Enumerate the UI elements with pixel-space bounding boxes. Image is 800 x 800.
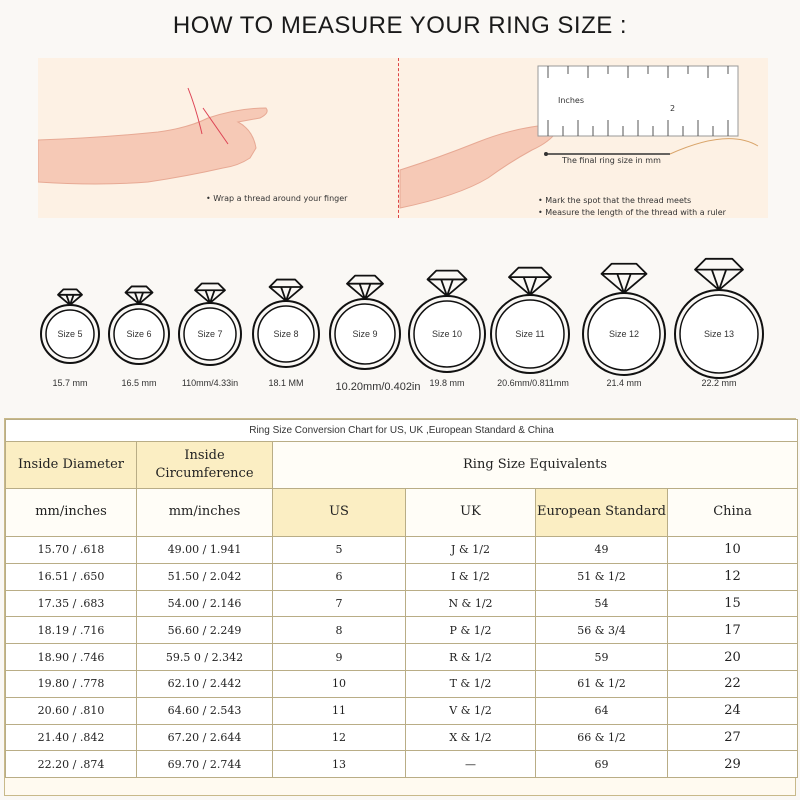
cell-us: 7 bbox=[273, 590, 406, 617]
page-title: HOW TO MEASURE YOUR RING SIZE : bbox=[172, 12, 628, 39]
cell-circumference: 51.50 / 2.042 bbox=[137, 563, 273, 590]
ring-mm-label: 15.7 mm bbox=[52, 378, 88, 388]
cell-european: 56 & 3/4 bbox=[536, 617, 668, 644]
header-inside-circumference: Inside Circumference bbox=[137, 442, 273, 489]
cell-china: 27 bbox=[668, 724, 798, 751]
ring-size-label: Size 12 bbox=[608, 329, 640, 339]
conversion-table bbox=[5, 419, 798, 778]
table-row bbox=[6, 724, 798, 751]
cell-china: 15 bbox=[668, 590, 798, 617]
diamond-icon bbox=[270, 280, 303, 301]
cell-european: 61 & 1/2 bbox=[536, 670, 668, 697]
diamond-icon bbox=[195, 284, 225, 304]
cell-china: 24 bbox=[668, 697, 798, 724]
ring-size-label: Size 8 bbox=[273, 329, 299, 339]
ring-mm-label: 20.6mm/0.811mm bbox=[497, 378, 569, 388]
diamond-icon bbox=[509, 268, 551, 295]
cell-uk: X & 1/2 bbox=[406, 724, 536, 751]
cell-circumference: 49.00 / 1.941 bbox=[137, 537, 273, 564]
cell-european: 54 bbox=[536, 590, 668, 617]
cell-circumference: 64.60 / 2.543 bbox=[137, 697, 273, 724]
cell-china: 29 bbox=[668, 751, 798, 778]
cell-diameter: 20.60 / .810 bbox=[6, 697, 137, 724]
cell-china: 22 bbox=[668, 670, 798, 697]
ring-size-label: Size 6 bbox=[126, 329, 152, 339]
header-european: European Standard bbox=[536, 489, 668, 537]
ring-size-label: Size 9 bbox=[352, 329, 378, 339]
ring-drawings bbox=[0, 250, 800, 400]
right-caption-2: • Measure the length of the thread with a ruler bbox=[538, 208, 726, 217]
diamond-icon bbox=[347, 276, 383, 299]
ring-mm-label: 110mm/4.33in bbox=[181, 378, 239, 388]
cell-us: 5 bbox=[273, 537, 406, 564]
table-row bbox=[6, 563, 798, 590]
cell-circumference: 69.70 / 2.744 bbox=[137, 751, 273, 778]
cell-us: 13 bbox=[273, 751, 406, 778]
cell-us: 9 bbox=[273, 644, 406, 671]
cell-diameter: 21.40 / .842 bbox=[6, 724, 137, 751]
diamond-icon bbox=[695, 259, 743, 290]
cell-circumference: 67.20 / 2.644 bbox=[137, 724, 273, 751]
diamond-icon bbox=[428, 271, 467, 296]
left-caption: • Wrap a thread around your finger bbox=[206, 194, 348, 203]
cell-circumference: 62.10 / 2.442 bbox=[137, 670, 273, 697]
table-row bbox=[6, 697, 798, 724]
ring-mm-label: 22.2 mm bbox=[701, 378, 737, 388]
cell-uk: N & 1/2 bbox=[406, 590, 536, 617]
cell-circumference: 59.5 0 / 2.342 bbox=[137, 644, 273, 671]
header-inside-diameter: Inside Diameter bbox=[6, 442, 137, 489]
ring-size-label: Size 7 bbox=[197, 329, 223, 339]
ring-5 bbox=[41, 289, 99, 363]
final-size-label: The final ring size in mm bbox=[562, 156, 661, 165]
cell-european: 49 bbox=[536, 537, 668, 564]
ring-mm-label: 21.4 mm bbox=[606, 378, 642, 388]
diamond-icon bbox=[58, 289, 82, 305]
table-row bbox=[6, 590, 798, 617]
header-us: US bbox=[273, 489, 406, 537]
cell-diameter: 16.51 / .650 bbox=[6, 563, 137, 590]
ruler-mark-label: 2 bbox=[670, 104, 676, 113]
ring-mm-label: 10.20mm/0.402in bbox=[335, 381, 421, 393]
table-row bbox=[6, 537, 798, 564]
cell-china: 20 bbox=[668, 644, 798, 671]
cell-diameter: 17.35 / .683 bbox=[6, 590, 137, 617]
ring-size-label: Size 13 bbox=[703, 329, 735, 339]
ring-mm-label: 19.8 mm bbox=[429, 378, 465, 388]
ring-7 bbox=[179, 284, 241, 366]
cell-china: 10 bbox=[668, 537, 798, 564]
cell-circumference: 54.00 / 2.146 bbox=[137, 590, 273, 617]
table-caption: Ring Size Conversion Chart for US, UK ,European Standard & China bbox=[6, 420, 798, 442]
cell-uk: I & 1/2 bbox=[406, 563, 536, 590]
table-row bbox=[6, 751, 798, 778]
cell-us: 10 bbox=[273, 670, 406, 697]
diamond-icon bbox=[126, 286, 153, 304]
table-row bbox=[6, 670, 798, 697]
illustration-divider bbox=[398, 58, 399, 218]
ring-8 bbox=[253, 280, 319, 367]
cell-china: 17 bbox=[668, 617, 798, 644]
header-mm-inches-diameter: mm/inches bbox=[6, 489, 137, 537]
cell-diameter: 22.20 / .874 bbox=[6, 751, 137, 778]
ring-size-label: Size 11 bbox=[515, 329, 545, 339]
cell-european: 59 bbox=[536, 644, 668, 671]
cell-us: 8 bbox=[273, 617, 406, 644]
ring-9 bbox=[330, 276, 400, 369]
cell-uk: — bbox=[406, 751, 536, 778]
table-row bbox=[6, 617, 798, 644]
table-row bbox=[6, 644, 798, 671]
cell-uk: J & 1/2 bbox=[406, 537, 536, 564]
cell-diameter: 18.90 / .746 bbox=[6, 644, 137, 671]
header-mm-inches-circumference: mm/inches bbox=[137, 489, 273, 537]
cell-european: 51 & 1/2 bbox=[536, 563, 668, 590]
cell-us: 11 bbox=[273, 697, 406, 724]
cell-uk: T & 1/2 bbox=[406, 670, 536, 697]
ring-mm-label: 18.1 MM bbox=[268, 378, 304, 388]
right-caption-1: • Mark the spot that the thread meets bbox=[538, 196, 692, 205]
cell-uk: R & 1/2 bbox=[406, 644, 536, 671]
diamond-icon bbox=[602, 264, 647, 293]
ring-6 bbox=[109, 286, 169, 364]
hand-and-ruler-drawing bbox=[38, 58, 768, 218]
cell-uk: V & 1/2 bbox=[406, 697, 536, 724]
header-ring-size-equivalents: Ring Size Equivalents bbox=[273, 442, 798, 489]
header-uk: UK bbox=[406, 489, 536, 537]
cell-us: 12 bbox=[273, 724, 406, 751]
ring-11 bbox=[491, 268, 569, 373]
ring-10 bbox=[409, 271, 485, 372]
cell-european: 69 bbox=[536, 751, 668, 778]
ring-size-label: Size 5 bbox=[57, 329, 83, 339]
cell-uk: P & 1/2 bbox=[406, 617, 536, 644]
conversion-chart bbox=[4, 418, 796, 796]
cell-diameter: 19.80 / .778 bbox=[6, 670, 137, 697]
measuring-illustration bbox=[38, 58, 768, 218]
cell-china: 12 bbox=[668, 563, 798, 590]
ring-13 bbox=[675, 259, 763, 378]
cell-european: 66 & 1/2 bbox=[536, 724, 668, 751]
header-china: China bbox=[668, 489, 798, 537]
cell-european: 64 bbox=[536, 697, 668, 724]
cell-circumference: 56.60 / 2.249 bbox=[137, 617, 273, 644]
cell-us: 6 bbox=[273, 563, 406, 590]
ring-size-row bbox=[0, 250, 800, 400]
cell-diameter: 18.19 / .716 bbox=[6, 617, 137, 644]
ring-size-label: Size 10 bbox=[431, 329, 463, 339]
table-body bbox=[6, 537, 798, 778]
ring-mm-label: 16.5 mm bbox=[121, 378, 157, 388]
ring-12 bbox=[583, 264, 665, 375]
ruler-unit-label: Inches bbox=[558, 96, 584, 105]
cell-diameter: 15.70 / .618 bbox=[6, 537, 137, 564]
